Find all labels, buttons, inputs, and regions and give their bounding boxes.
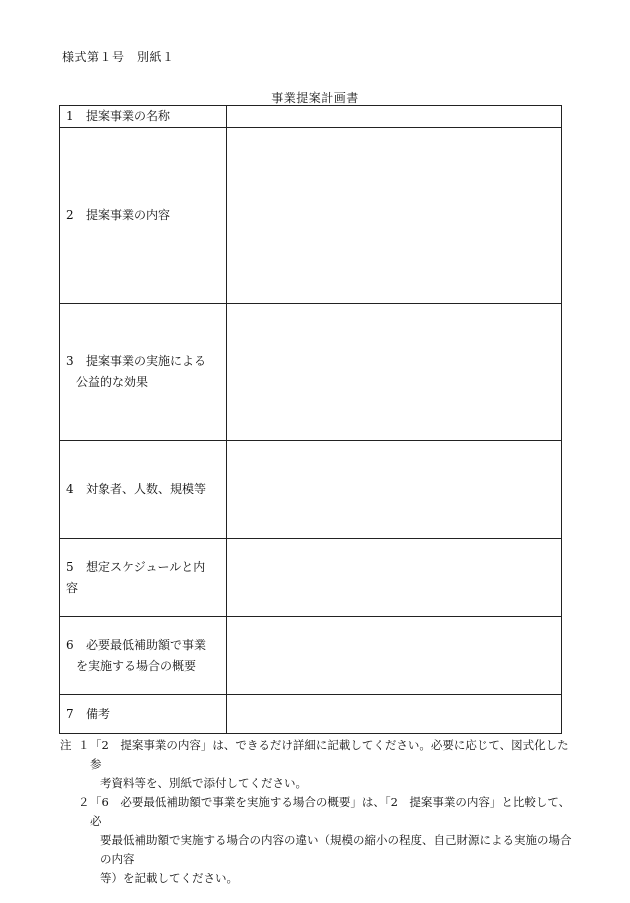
row-label-text: 提案事業の実施による	[86, 354, 207, 368]
table-row	[60, 304, 562, 441]
table-row	[60, 128, 562, 304]
note-text-line: 「2 提案事業の内容」は、できるだけ詳細に記載してください。必要に応じて、図式化した参	[90, 738, 569, 771]
row-label-target	[60, 441, 227, 539]
row-number: 4	[66, 482, 74, 496]
table-row	[60, 617, 562, 695]
note-text-line: 考資料等を、別紙で添付してください。	[100, 776, 307, 790]
row-label-text: 必要最低補助額で事業	[86, 637, 207, 652]
public-effect-field[interactable]	[227, 304, 562, 441]
note-number: １	[78, 738, 90, 752]
project-content-field[interactable]	[227, 128, 562, 304]
row-number: 1	[66, 109, 74, 123]
table-row	[60, 539, 562, 617]
minimum-subsidy-field[interactable]	[227, 617, 562, 695]
row-label-remarks	[60, 695, 227, 734]
table-row	[60, 441, 562, 539]
row-label-text: 備考	[86, 706, 111, 721]
row-number: 5	[66, 559, 74, 574]
note-item	[60, 793, 572, 888]
note-prefix: 注	[60, 738, 72, 752]
remarks-field[interactable]	[227, 695, 562, 734]
row-number: 6	[66, 637, 74, 652]
row-label-schedule	[60, 539, 227, 617]
form-number: 様式第１号 別紙１	[62, 50, 175, 64]
row-label-text: 提案事業の内容	[86, 208, 171, 222]
row-label-continuation: 公益的な効果	[76, 375, 149, 389]
row-label-minimum	[60, 617, 227, 695]
table-row	[60, 106, 562, 128]
notes-section	[60, 736, 572, 888]
row-number: 7	[66, 706, 74, 721]
note-item	[60, 736, 572, 793]
note-text-line: 「6 必要最低補助額で事業を実施する場合の概要」は、「2 提案事業の内容」と比較して、必	[90, 795, 571, 828]
row-label-effect	[60, 304, 227, 441]
row-label-content	[60, 128, 227, 304]
project-name-field[interactable]	[227, 106, 562, 128]
note-number: ２	[78, 795, 90, 809]
note-text-line: 要最低補助額で実施する場合の内容の違い（規模の縮小の程度、自己財源による実施の場合の内容	[100, 833, 572, 866]
row-label-text: 対象者、人数、規模等	[86, 482, 207, 496]
row-number: 3	[66, 354, 74, 368]
plan-table	[59, 105, 562, 734]
document-title: 事業提案計画書	[271, 91, 359, 105]
row-number: 2	[66, 208, 74, 222]
row-label-continuation: 容	[66, 580, 79, 595]
row-label-continuation: を実施する場合の概要	[76, 658, 197, 673]
target-scale-field[interactable]	[227, 441, 562, 539]
schedule-field[interactable]	[227, 539, 562, 617]
row-label-text: 提案事業の名称	[86, 109, 171, 123]
table-row	[60, 695, 562, 734]
row-label-name	[60, 106, 227, 128]
row-label-text: 想定スケジュールと内	[86, 559, 206, 574]
note-text-line: 等）を記載してください。	[100, 871, 238, 885]
